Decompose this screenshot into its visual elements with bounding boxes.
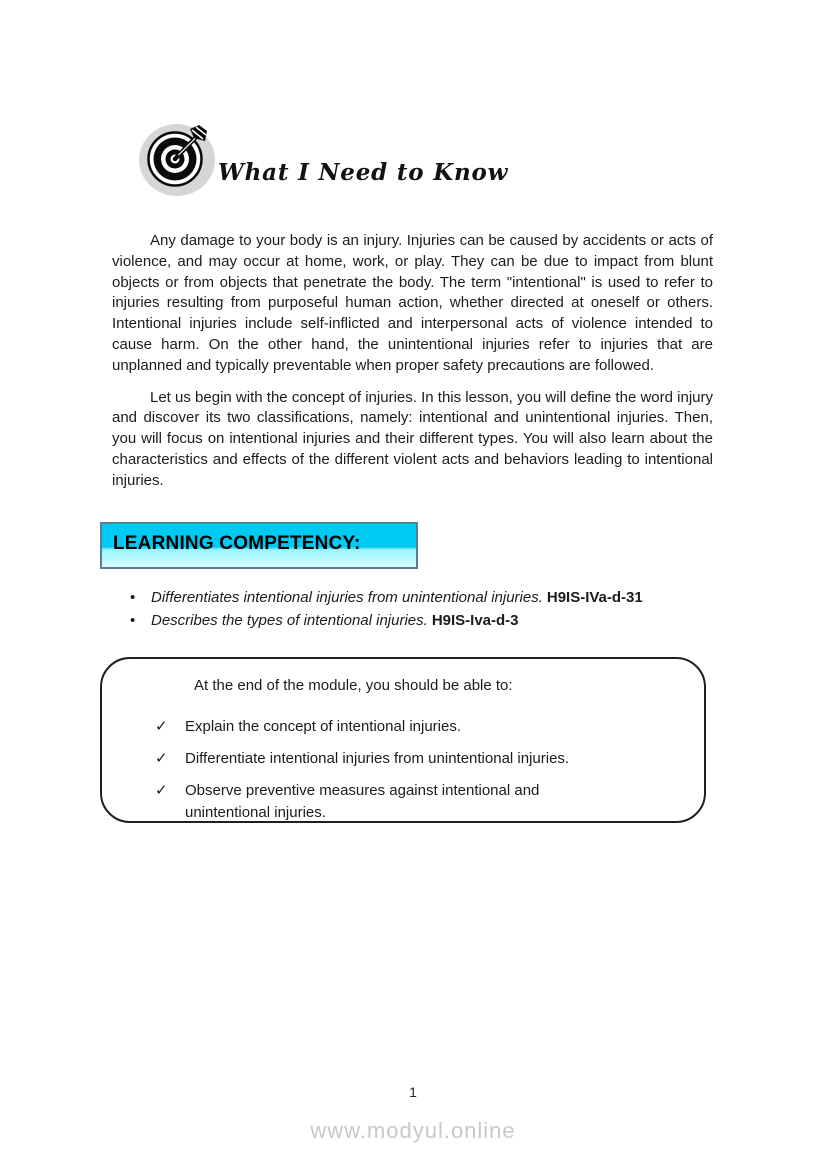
watermark: www.modyul.online bbox=[310, 1118, 516, 1143]
page-number: 1 bbox=[409, 1084, 417, 1100]
objective-item bbox=[155, 716, 595, 738]
competency-item-text: Differentiates intentional injuries from unintentional injuries. bbox=[151, 589, 543, 606]
objective-item bbox=[155, 780, 595, 823]
objective-item bbox=[155, 748, 595, 770]
competency-item-text: Describes the types of intentional injuries. bbox=[151, 611, 428, 629]
objectives-intro: At the end of the module, you should be able to: bbox=[194, 677, 513, 694]
competency-list bbox=[130, 587, 720, 632]
checkmark-icon: ✓ bbox=[155, 782, 168, 799]
competency-item bbox=[130, 587, 720, 610]
competency-item-code: H9IS-Iva-d-3 bbox=[431, 611, 519, 629]
bullet-icon: • bbox=[130, 589, 136, 606]
objective-text: Observe preventive measures against intentional and unintentional injuries. bbox=[185, 782, 540, 821]
competency-item bbox=[130, 610, 720, 633]
learning-competency-banner bbox=[100, 522, 418, 569]
intro-paragraph-2: Let us begin with the concept of injuries. In this lesson, you will define the word injury and discover its two classifications, namely: intentional and unintentional injuries. Then, you will focus on intentional injuries and their different types. You will also learn about the characteristics and effects of the different violent acts and behaviors leading to intentional injuries. bbox=[112, 388, 713, 489]
objectives-box bbox=[100, 657, 706, 823]
checkmark-icon: ✓ bbox=[155, 750, 168, 767]
bullet-icon: • bbox=[130, 611, 136, 629]
learning-competency-heading: LEARNING COMPETENCY: bbox=[113, 532, 361, 554]
objective-text: Explain the concept of intentional injuries. bbox=[185, 718, 462, 735]
objective-text: Differentiate intentional injuries from unintentional injuries. bbox=[185, 750, 570, 767]
checkmark-icon: ✓ bbox=[155, 718, 168, 735]
intro-section bbox=[112, 231, 713, 492]
page-title: What I Need to Know bbox=[218, 159, 509, 186]
competency-item-code: H9IS-IVa-d-31 bbox=[546, 589, 643, 606]
target-dart-icon bbox=[138, 122, 216, 198]
intro-paragraph-1: Any damage to your body is an injury. Injuries can be caused by accidents or acts of violence, and may occur at home, work, or play. They can be due to impact from blunt objects or from objects that penetrate the body. The term "intentional" is used to refer to injuries resulting from purposeful human action, whether directed at oneself or others. Intentional injuries include self-inflicted and interpersonal acts of violence intended to cause harm. On the other hand, the unintentional injuries refer to injuries that are unplanned and typically preventable when proper safety precautions are followed. bbox=[112, 232, 713, 374]
